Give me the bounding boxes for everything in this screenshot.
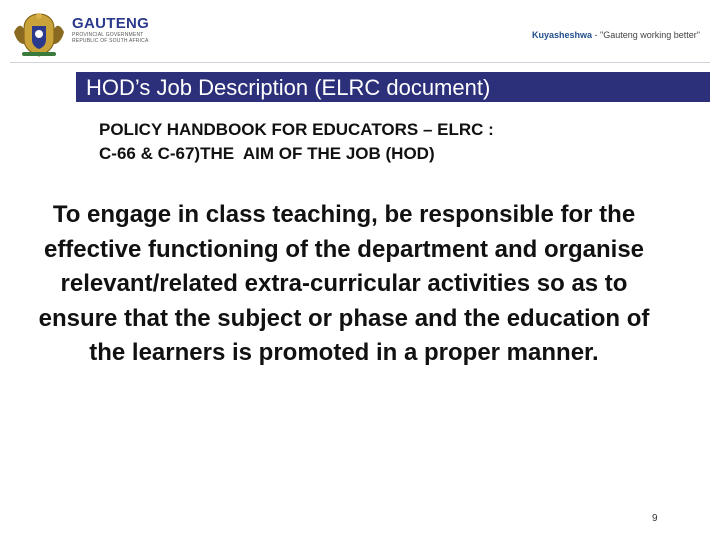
tagline-slogan: - "Gauteng working better" (592, 30, 700, 40)
gauteng-logo (10, 10, 170, 58)
slide-header (0, 0, 720, 68)
slide-title: HOD’s Job Description (ELRC document) (86, 75, 491, 100)
logo-subtitle-2: REPUBLIC OF SOUTH AFRICA (72, 38, 149, 44)
tagline-brand: Kuyasheshwa (532, 30, 593, 40)
slide-subheading (99, 118, 699, 166)
logo-wordmark: GAUTENG (72, 15, 150, 32)
subheading-line-1: POLICY HANDBOOK FOR EDUCATORS – ELRC : (99, 120, 494, 139)
slide-title-bar (76, 72, 710, 102)
slide-body-text: To engage in class teaching, be responsible for the effective functioning of the department and organise relevant/related extra-curricular activities so as to ensure that the subject or phase and the education of the learners is promoted in a proper manner. (38, 201, 650, 366)
coat-of-arms-icon (10, 10, 68, 58)
subheading-line-2: C-66 & C-67)THE AIM OF THE JOB (HOD) (99, 144, 435, 163)
header-tagline (532, 30, 700, 40)
header-divider (10, 62, 710, 63)
page-number: 9 (652, 513, 658, 524)
logo-subtitle-1: PROVINCIAL GOVERNMENT (72, 32, 144, 38)
